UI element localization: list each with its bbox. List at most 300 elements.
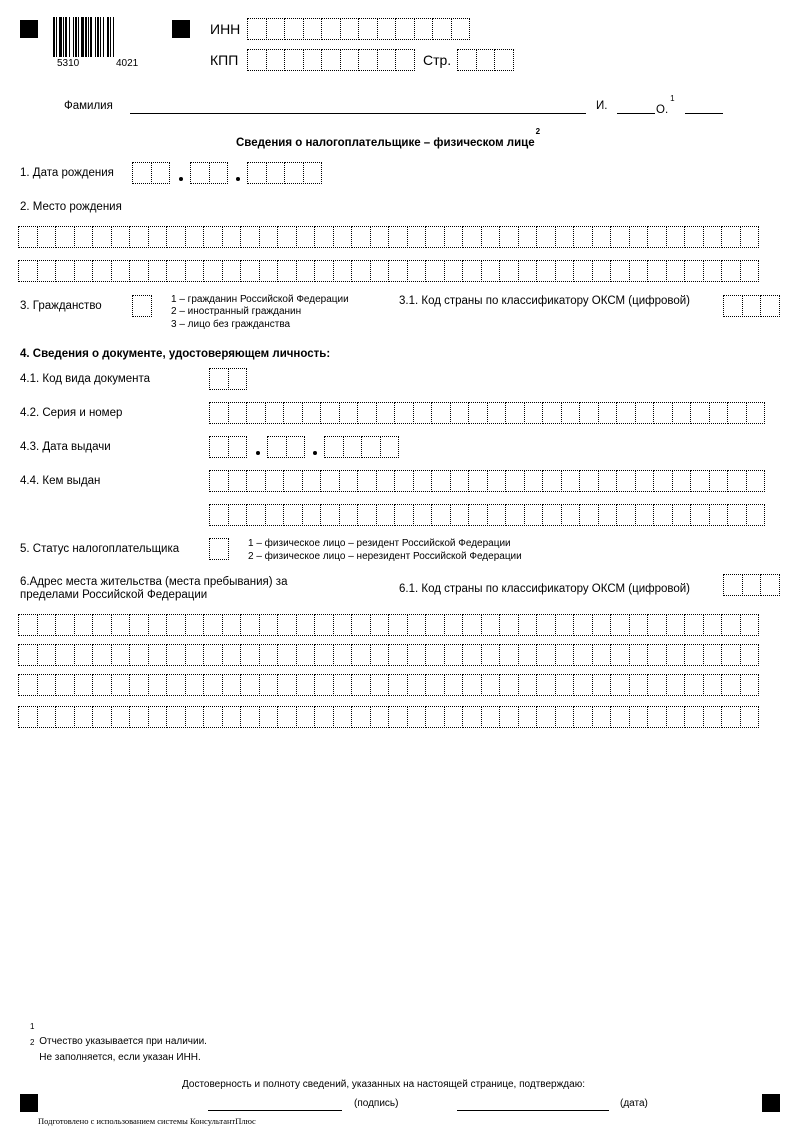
input-cell[interactable] — [407, 226, 427, 248]
input-cell[interactable] — [185, 706, 205, 728]
input-cell[interactable] — [518, 644, 538, 666]
input-cell[interactable] — [37, 674, 57, 696]
input-cell[interactable] — [357, 470, 377, 492]
input-cell[interactable] — [709, 402, 729, 424]
input-cell[interactable] — [481, 706, 501, 728]
input-cell[interactable] — [18, 674, 38, 696]
input-cell[interactable] — [536, 706, 556, 728]
input-cell[interactable] — [462, 614, 482, 636]
input-cell[interactable] — [74, 614, 94, 636]
input-cell[interactable] — [431, 402, 451, 424]
input-cell[interactable] — [684, 674, 704, 696]
address-abroad-field-row4[interactable] — [18, 706, 759, 728]
input-cell[interactable] — [351, 614, 371, 636]
input-cell[interactable] — [222, 226, 242, 248]
input-cell[interactable] — [74, 706, 94, 728]
input-cell[interactable] — [92, 644, 112, 666]
input-cell[interactable] — [303, 18, 323, 40]
input-cell[interactable] — [666, 226, 686, 248]
input-cell[interactable] — [579, 504, 599, 526]
input-cell[interactable] — [672, 402, 692, 424]
inn-field[interactable] — [247, 18, 470, 40]
input-cell[interactable] — [266, 162, 286, 184]
input-cell[interactable] — [166, 260, 186, 282]
input-cell[interactable] — [303, 49, 323, 71]
input-cell[interactable] — [246, 402, 266, 424]
input-cell[interactable] — [635, 470, 655, 492]
input-cell[interactable] — [573, 260, 593, 282]
input-cell[interactable] — [499, 706, 519, 728]
input-cell[interactable] — [296, 674, 316, 696]
input-cell[interactable] — [598, 504, 618, 526]
input-cell[interactable] — [18, 644, 38, 666]
input-cell[interactable] — [476, 49, 496, 71]
input-cell[interactable] — [277, 706, 297, 728]
input-cell[interactable] — [37, 260, 57, 282]
input-cell[interactable] — [703, 614, 723, 636]
input-cell[interactable] — [203, 614, 223, 636]
input-cell[interactable] — [74, 644, 94, 666]
input-cell[interactable] — [351, 226, 371, 248]
input-cell[interactable] — [358, 18, 378, 40]
input-cell[interactable] — [444, 644, 464, 666]
input-cell[interactable] — [394, 402, 414, 424]
input-cell[interactable] — [74, 226, 94, 248]
input-cell[interactable] — [542, 470, 562, 492]
input-cell[interactable] — [666, 674, 686, 696]
input-cell[interactable] — [727, 504, 747, 526]
input-cell[interactable] — [647, 644, 667, 666]
input-cell[interactable] — [450, 402, 470, 424]
input-cell[interactable] — [333, 674, 353, 696]
input-cell[interactable] — [203, 644, 223, 666]
input-cell[interactable] — [499, 674, 519, 696]
input-cell[interactable] — [361, 436, 381, 458]
input-cell[interactable] — [579, 402, 599, 424]
input-cell[interactable] — [222, 260, 242, 282]
input-cell[interactable] — [209, 368, 229, 390]
input-cell[interactable] — [370, 614, 390, 636]
input-cell[interactable] — [74, 260, 94, 282]
input-cell[interactable] — [111, 260, 131, 282]
input-cell[interactable] — [247, 49, 267, 71]
input-cell[interactable] — [303, 162, 323, 184]
input-cell[interactable] — [610, 226, 630, 248]
input-cell[interactable] — [55, 226, 75, 248]
input-cell[interactable] — [296, 614, 316, 636]
input-cell[interactable] — [111, 706, 131, 728]
input-cell[interactable] — [302, 470, 322, 492]
input-cell[interactable] — [314, 706, 334, 728]
input-cell[interactable] — [536, 226, 556, 248]
surname-line[interactable] — [130, 113, 586, 114]
input-cell[interactable] — [444, 614, 464, 636]
birth-year-field[interactable] — [247, 162, 322, 184]
input-cell[interactable] — [55, 260, 75, 282]
input-cell[interactable] — [444, 674, 464, 696]
input-cell[interactable] — [18, 226, 38, 248]
input-cell[interactable] — [666, 260, 686, 282]
input-cell[interactable] — [265, 504, 285, 526]
input-cell[interactable] — [740, 260, 760, 282]
doc-issued-by-field-row2[interactable] — [209, 504, 765, 526]
input-cell[interactable] — [684, 260, 704, 282]
input-cell[interactable] — [468, 402, 488, 424]
input-cell[interactable] — [703, 644, 723, 666]
signature-line[interactable] — [208, 1110, 342, 1111]
input-cell[interactable] — [425, 260, 445, 282]
input-cell[interactable] — [505, 402, 525, 424]
input-cell[interactable] — [37, 614, 57, 636]
input-cell[interactable] — [703, 706, 723, 728]
input-cell[interactable] — [444, 706, 464, 728]
input-cell[interactable] — [395, 18, 415, 40]
input-cell[interactable] — [166, 706, 186, 728]
input-cell[interactable] — [209, 504, 229, 526]
input-cell[interactable] — [265, 470, 285, 492]
input-cell[interactable] — [148, 226, 168, 248]
input-cell[interactable] — [487, 470, 507, 492]
input-cell[interactable] — [388, 706, 408, 728]
input-cell[interactable] — [228, 368, 248, 390]
input-cell[interactable] — [111, 614, 131, 636]
input-cell[interactable] — [647, 706, 667, 728]
input-cell[interactable] — [240, 226, 260, 248]
input-cell[interactable] — [111, 226, 131, 248]
taxpayer-status-field[interactable] — [209, 538, 229, 560]
input-cell[interactable] — [314, 260, 334, 282]
input-cell[interactable] — [413, 470, 433, 492]
input-cell[interactable] — [55, 674, 75, 696]
input-cell[interactable] — [324, 436, 344, 458]
input-cell[interactable] — [629, 260, 649, 282]
input-cell[interactable] — [388, 226, 408, 248]
input-cell[interactable] — [228, 504, 248, 526]
input-cell[interactable] — [635, 504, 655, 526]
input-cell[interactable] — [647, 226, 667, 248]
input-cell[interactable] — [425, 674, 445, 696]
input-cell[interactable] — [321, 49, 341, 71]
input-cell[interactable] — [92, 706, 112, 728]
input-cell[interactable] — [148, 644, 168, 666]
input-cell[interactable] — [629, 644, 649, 666]
input-cell[interactable] — [166, 644, 186, 666]
input-cell[interactable] — [296, 644, 316, 666]
doc-issued-by-field-row1[interactable] — [209, 470, 765, 492]
input-cell[interactable] — [723, 574, 743, 596]
input-cell[interactable] — [240, 706, 260, 728]
input-cell[interactable] — [203, 260, 223, 282]
input-cell[interactable] — [339, 504, 359, 526]
input-cell[interactable] — [222, 674, 242, 696]
input-cell[interactable] — [185, 260, 205, 282]
input-cell[interactable] — [222, 706, 242, 728]
input-cell[interactable] — [246, 470, 266, 492]
input-cell[interactable] — [380, 436, 400, 458]
input-cell[interactable] — [647, 614, 667, 636]
input-cell[interactable] — [598, 402, 618, 424]
input-cell[interactable] — [314, 644, 334, 666]
input-cell[interactable] — [555, 644, 575, 666]
input-cell[interactable] — [203, 226, 223, 248]
input-cell[interactable] — [296, 706, 316, 728]
input-cell[interactable] — [388, 614, 408, 636]
input-cell[interactable] — [283, 470, 303, 492]
input-cell[interactable] — [266, 49, 286, 71]
input-cell[interactable] — [129, 614, 149, 636]
input-cell[interactable] — [209, 538, 229, 560]
input-cell[interactable] — [598, 470, 618, 492]
input-cell[interactable] — [672, 504, 692, 526]
input-cell[interactable] — [351, 644, 371, 666]
input-cell[interactable] — [505, 470, 525, 492]
input-cell[interactable] — [487, 504, 507, 526]
input-cell[interactable] — [333, 706, 353, 728]
input-cell[interactable] — [462, 706, 482, 728]
input-cell[interactable] — [468, 504, 488, 526]
input-cell[interactable] — [542, 504, 562, 526]
input-cell[interactable] — [111, 644, 131, 666]
input-cell[interactable] — [55, 614, 75, 636]
input-cell[interactable] — [55, 706, 75, 728]
input-cell[interactable] — [610, 674, 630, 696]
birth-place-field-row2[interactable] — [18, 260, 759, 282]
input-cell[interactable] — [487, 402, 507, 424]
input-cell[interactable] — [536, 614, 556, 636]
input-cell[interactable] — [481, 226, 501, 248]
input-cell[interactable] — [370, 226, 390, 248]
input-cell[interactable] — [376, 504, 396, 526]
input-cell[interactable] — [148, 674, 168, 696]
input-cell[interactable] — [616, 470, 636, 492]
input-cell[interactable] — [132, 295, 152, 317]
input-cell[interactable] — [742, 295, 762, 317]
doc-issue-day-field[interactable] — [209, 436, 247, 458]
input-cell[interactable] — [462, 644, 482, 666]
page-number-field[interactable] — [457, 49, 514, 71]
input-cell[interactable] — [444, 260, 464, 282]
input-cell[interactable] — [129, 674, 149, 696]
address-abroad-field-row2[interactable] — [18, 644, 759, 666]
input-cell[interactable] — [129, 260, 149, 282]
input-cell[interactable] — [296, 260, 316, 282]
input-cell[interactable] — [723, 295, 743, 317]
input-cell[interactable] — [259, 644, 279, 666]
input-cell[interactable] — [388, 674, 408, 696]
input-cell[interactable] — [616, 402, 636, 424]
input-cell[interactable] — [37, 644, 57, 666]
input-cell[interactable] — [277, 260, 297, 282]
input-cell[interactable] — [703, 674, 723, 696]
input-cell[interactable] — [746, 402, 766, 424]
input-cell[interactable] — [18, 706, 38, 728]
input-cell[interactable] — [222, 614, 242, 636]
input-cell[interactable] — [561, 470, 581, 492]
input-cell[interactable] — [351, 260, 371, 282]
input-cell[interactable] — [573, 674, 593, 696]
input-cell[interactable] — [228, 470, 248, 492]
input-cell[interactable] — [247, 162, 267, 184]
input-cell[interactable] — [265, 402, 285, 424]
input-cell[interactable] — [283, 402, 303, 424]
input-cell[interactable] — [92, 674, 112, 696]
input-cell[interactable] — [573, 706, 593, 728]
input-cell[interactable] — [185, 674, 205, 696]
input-cell[interactable] — [413, 402, 433, 424]
input-cell[interactable] — [340, 49, 360, 71]
input-cell[interactable] — [407, 614, 427, 636]
input-cell[interactable] — [259, 706, 279, 728]
input-cell[interactable] — [246, 504, 266, 526]
input-cell[interactable] — [185, 226, 205, 248]
birth-place-field-row1[interactable] — [18, 226, 759, 248]
input-cell[interactable] — [740, 674, 760, 696]
input-cell[interactable] — [690, 470, 710, 492]
input-cell[interactable] — [518, 674, 538, 696]
input-cell[interactable] — [518, 706, 538, 728]
input-cell[interactable] — [505, 504, 525, 526]
input-cell[interactable] — [407, 260, 427, 282]
input-cell[interactable] — [166, 226, 186, 248]
input-cell[interactable] — [431, 504, 451, 526]
input-cell[interactable] — [259, 226, 279, 248]
input-cell[interactable] — [592, 260, 612, 282]
input-cell[interactable] — [74, 674, 94, 696]
input-cell[interactable] — [499, 644, 519, 666]
input-cell[interactable] — [148, 260, 168, 282]
input-cell[interactable] — [357, 504, 377, 526]
input-cell[interactable] — [740, 226, 760, 248]
input-cell[interactable] — [721, 706, 741, 728]
input-cell[interactable] — [283, 504, 303, 526]
input-cell[interactable] — [407, 706, 427, 728]
input-cell[interactable] — [462, 226, 482, 248]
input-cell[interactable] — [185, 614, 205, 636]
doc-issue-year-field[interactable] — [324, 436, 399, 458]
input-cell[interactable] — [92, 614, 112, 636]
input-cell[interactable] — [357, 402, 377, 424]
input-cell[interactable] — [203, 674, 223, 696]
input-cell[interactable] — [358, 49, 378, 71]
input-cell[interactable] — [573, 614, 593, 636]
input-cell[interactable] — [277, 674, 297, 696]
input-cell[interactable] — [481, 260, 501, 282]
input-cell[interactable] — [277, 226, 297, 248]
input-cell[interactable] — [240, 644, 260, 666]
input-cell[interactable] — [376, 402, 396, 424]
input-cell[interactable] — [610, 260, 630, 282]
input-cell[interactable] — [296, 226, 316, 248]
input-cell[interactable] — [148, 614, 168, 636]
input-cell[interactable] — [370, 706, 390, 728]
doc-type-code-field[interactable] — [209, 368, 247, 390]
input-cell[interactable] — [499, 614, 519, 636]
input-cell[interactable] — [561, 402, 581, 424]
input-cell[interactable] — [286, 436, 306, 458]
input-cell[interactable] — [351, 674, 371, 696]
input-cell[interactable] — [760, 295, 780, 317]
input-cell[interactable] — [727, 402, 747, 424]
kpp-field[interactable] — [247, 49, 415, 71]
input-cell[interactable] — [432, 18, 452, 40]
input-cell[interactable] — [629, 674, 649, 696]
input-cell[interactable] — [499, 260, 519, 282]
input-cell[interactable] — [376, 470, 396, 492]
initial-i-line[interactable] — [617, 113, 655, 114]
input-cell[interactable] — [394, 504, 414, 526]
input-cell[interactable] — [592, 644, 612, 666]
input-cell[interactable] — [340, 18, 360, 40]
input-cell[interactable] — [555, 260, 575, 282]
input-cell[interactable] — [92, 226, 112, 248]
input-cell[interactable] — [721, 644, 741, 666]
input-cell[interactable] — [333, 260, 353, 282]
input-cell[interactable] — [190, 162, 210, 184]
input-cell[interactable] — [394, 470, 414, 492]
input-cell[interactable] — [302, 402, 322, 424]
input-cell[interactable] — [610, 644, 630, 666]
input-cell[interactable] — [129, 226, 149, 248]
input-cell[interactable] — [425, 614, 445, 636]
input-cell[interactable] — [518, 226, 538, 248]
input-cell[interactable] — [266, 18, 286, 40]
input-cell[interactable] — [727, 470, 747, 492]
input-cell[interactable] — [209, 436, 229, 458]
input-cell[interactable] — [339, 470, 359, 492]
input-cell[interactable] — [203, 706, 223, 728]
input-cell[interactable] — [647, 260, 667, 282]
input-cell[interactable] — [684, 226, 704, 248]
input-cell[interactable] — [388, 644, 408, 666]
input-cell[interactable] — [721, 260, 741, 282]
input-cell[interactable] — [579, 470, 599, 492]
input-cell[interactable] — [284, 49, 304, 71]
input-cell[interactable] — [561, 504, 581, 526]
input-cell[interactable] — [395, 49, 415, 71]
input-cell[interactable] — [536, 644, 556, 666]
input-cell[interactable] — [267, 436, 287, 458]
input-cell[interactable] — [518, 260, 538, 282]
input-cell[interactable] — [377, 49, 397, 71]
input-cell[interactable] — [259, 614, 279, 636]
input-cell[interactable] — [610, 614, 630, 636]
input-cell[interactable] — [209, 402, 229, 424]
input-cell[interactable] — [129, 644, 149, 666]
input-cell[interactable] — [277, 644, 297, 666]
input-cell[interactable] — [536, 674, 556, 696]
input-cell[interactable] — [228, 402, 248, 424]
country-code-6-1-field[interactable] — [723, 574, 780, 596]
input-cell[interactable] — [524, 470, 544, 492]
input-cell[interactable] — [573, 644, 593, 666]
input-cell[interactable] — [240, 614, 260, 636]
input-cell[interactable] — [481, 614, 501, 636]
input-cell[interactable] — [228, 436, 248, 458]
input-cell[interactable] — [653, 504, 673, 526]
address-abroad-field-row1[interactable] — [18, 614, 759, 636]
input-cell[interactable] — [653, 402, 673, 424]
input-cell[interactable] — [462, 260, 482, 282]
input-cell[interactable] — [616, 504, 636, 526]
doc-series-number-field[interactable] — [209, 402, 765, 424]
input-cell[interactable] — [240, 674, 260, 696]
input-cell[interactable] — [37, 706, 57, 728]
input-cell[interactable] — [760, 574, 780, 596]
input-cell[interactable] — [635, 402, 655, 424]
input-cell[interactable] — [555, 706, 575, 728]
input-cell[interactable] — [284, 18, 304, 40]
input-cell[interactable] — [370, 260, 390, 282]
